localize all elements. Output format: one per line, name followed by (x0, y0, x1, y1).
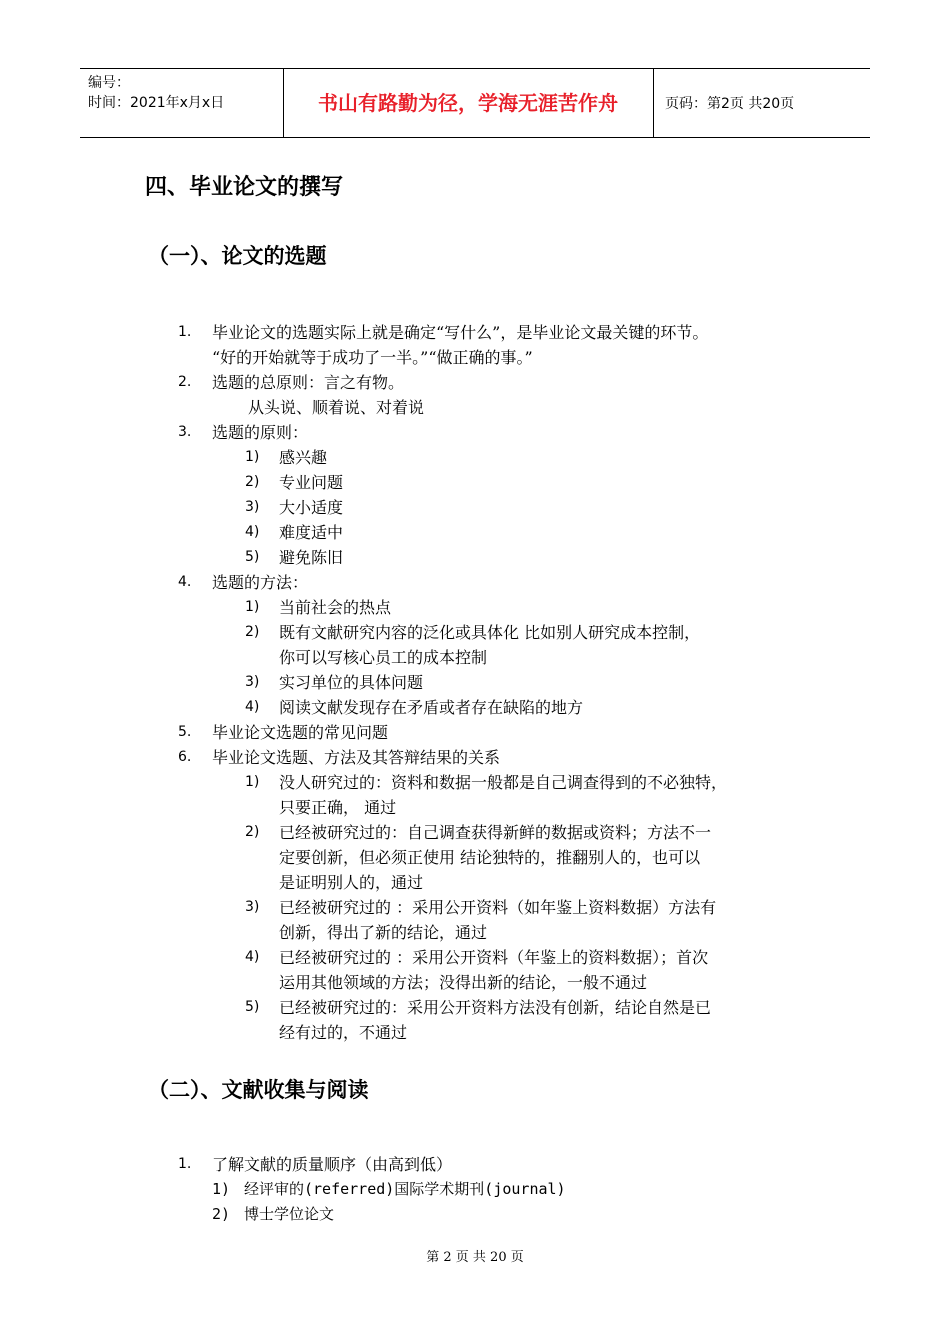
sublist-number: 1) (212, 1180, 231, 1198)
list-item-text: 选题的方法： (212, 573, 309, 592)
sublist-number: 4) (245, 524, 260, 540)
sublist-item-text: 已经被研究过的 ：采用公开资料（年鉴上的资料数据）；首次 (279, 948, 709, 967)
code-label: 编号： (88, 75, 130, 91)
sublist-number: 3) (245, 674, 260, 690)
sublist-number: 3) (245, 899, 260, 915)
sublist-item-text: 专业问题 (279, 473, 344, 492)
header-page-info: 页码：第2页 共20页 (665, 96, 795, 112)
list-item: 了解文献的质量顺序（由高到低） (212, 1155, 453, 1174)
section-heading-2: （二）、文献收集与阅读 (148, 1078, 369, 1102)
list-item-text: 毕业论文选题的常见问题 (212, 723, 389, 742)
list-item-text: 毕业论文选题、方法及其答辩结果的关系 (212, 748, 501, 767)
sublist-number: 3) (245, 499, 260, 515)
list-number: 5. (178, 724, 192, 740)
time-label: 时间：2021年x月x日 (88, 95, 225, 111)
list-number: 3. (178, 424, 192, 440)
sublist-item-text: 没人研究过的：资料和数据一般都是自己调查得到的不必独特， (279, 773, 728, 792)
sublist-item-text: 阅读文献发现存在矛盾或者存在缺陷的地方 (279, 698, 584, 717)
header-divider (653, 69, 654, 137)
sublist-number: 2) (245, 474, 260, 490)
sublist-number: 5) (245, 549, 260, 565)
sublist-number: 1) (245, 599, 260, 615)
list-number: 6. (178, 749, 192, 765)
sublist-item-text: 博士学位论文 (244, 1205, 335, 1223)
sublist-number: 2) (245, 824, 260, 840)
page-footer: 第 2 页 共 20 页 (426, 1250, 524, 1265)
list-item-text: 从头说、顺着说、对着说 (248, 398, 425, 417)
sublist-number: 5) (245, 999, 260, 1015)
page-header (80, 68, 870, 138)
sublist-item-text: 是证明别人的，通过 (279, 873, 424, 892)
sublist-number: 4) (245, 949, 260, 965)
header-motto: 书山有路勤为径，学海无涯苦作舟 (318, 91, 618, 115)
sublist-number: 1) (245, 774, 260, 790)
list-item-text: “好的开始就等于成功了一半。”“做正确的事。” (212, 348, 533, 367)
sublist-item-text: 大小适度 (279, 498, 344, 517)
list-number: 1. (178, 324, 192, 340)
chapter-title: 四、毕业论文的撰写 (145, 175, 344, 200)
sublist-item-text: 经评审的(referred)国际学术期刊(journal) (244, 1180, 566, 1198)
sublist-item-text: 运用其他领域的方法；没得出新的结论，一般不通过 (279, 973, 648, 992)
sublist-item-text: 已经被研究过的 ：采用公开资料（如年鉴上资料数据）方法有 (279, 898, 717, 917)
sublist-item-text: 经有过的，不通过 (279, 1023, 408, 1042)
sublist-item-text: 已经被研究过的：采用公开资料方法没有创新，结论自然是已 (279, 998, 712, 1017)
sublist-item-text: 避免陈旧 (279, 548, 344, 567)
sublist-item-text: 感兴趣 (279, 448, 328, 467)
sublist-item-text: 定要创新，但必须正使用 结论独特的，推翻别人的，也可以 (279, 848, 701, 867)
sublist-item-text: 当前社会的热点 (279, 598, 392, 617)
list-number: 4. (178, 574, 192, 590)
section-heading-1: （一）、论文的选题 (148, 244, 327, 268)
sublist-number: 2) (245, 624, 260, 640)
sublist-item-text: 只要正确， 通过 (279, 798, 397, 817)
list-number: 2. (178, 374, 192, 390)
list-number: 1. (178, 1156, 192, 1172)
sublist-item-text: 既有文献研究内容的泛化或具体化 比如别人研究成本控制， (279, 623, 701, 642)
sublist-number: 4) (245, 699, 260, 715)
list-item-text: 选题的总原则：言之有物。 (212, 373, 405, 392)
header-meta (88, 73, 224, 113)
sublist-item-text: 已经被研究过的：自己调查获得新鲜的数据或资料；方法不一 (279, 823, 712, 842)
sublist-item-text: 创新，得出了新的结论，通过 (279, 923, 488, 942)
list-item-text: 毕业论文的选题实际上就是确定“写什么”，是毕业论文最关键的环节。 (212, 323, 709, 342)
sublist-number: 1) (245, 449, 260, 465)
list-item-text: 选题的原则： (212, 423, 309, 442)
sublist-item-text: 实习单位的具体问题 (279, 673, 424, 692)
sublist-item-text: 难度适中 (279, 523, 344, 542)
sublist-item-text: 你可以写核心员工的成本控制 (279, 648, 488, 667)
sublist-number: 2) (212, 1205, 231, 1223)
